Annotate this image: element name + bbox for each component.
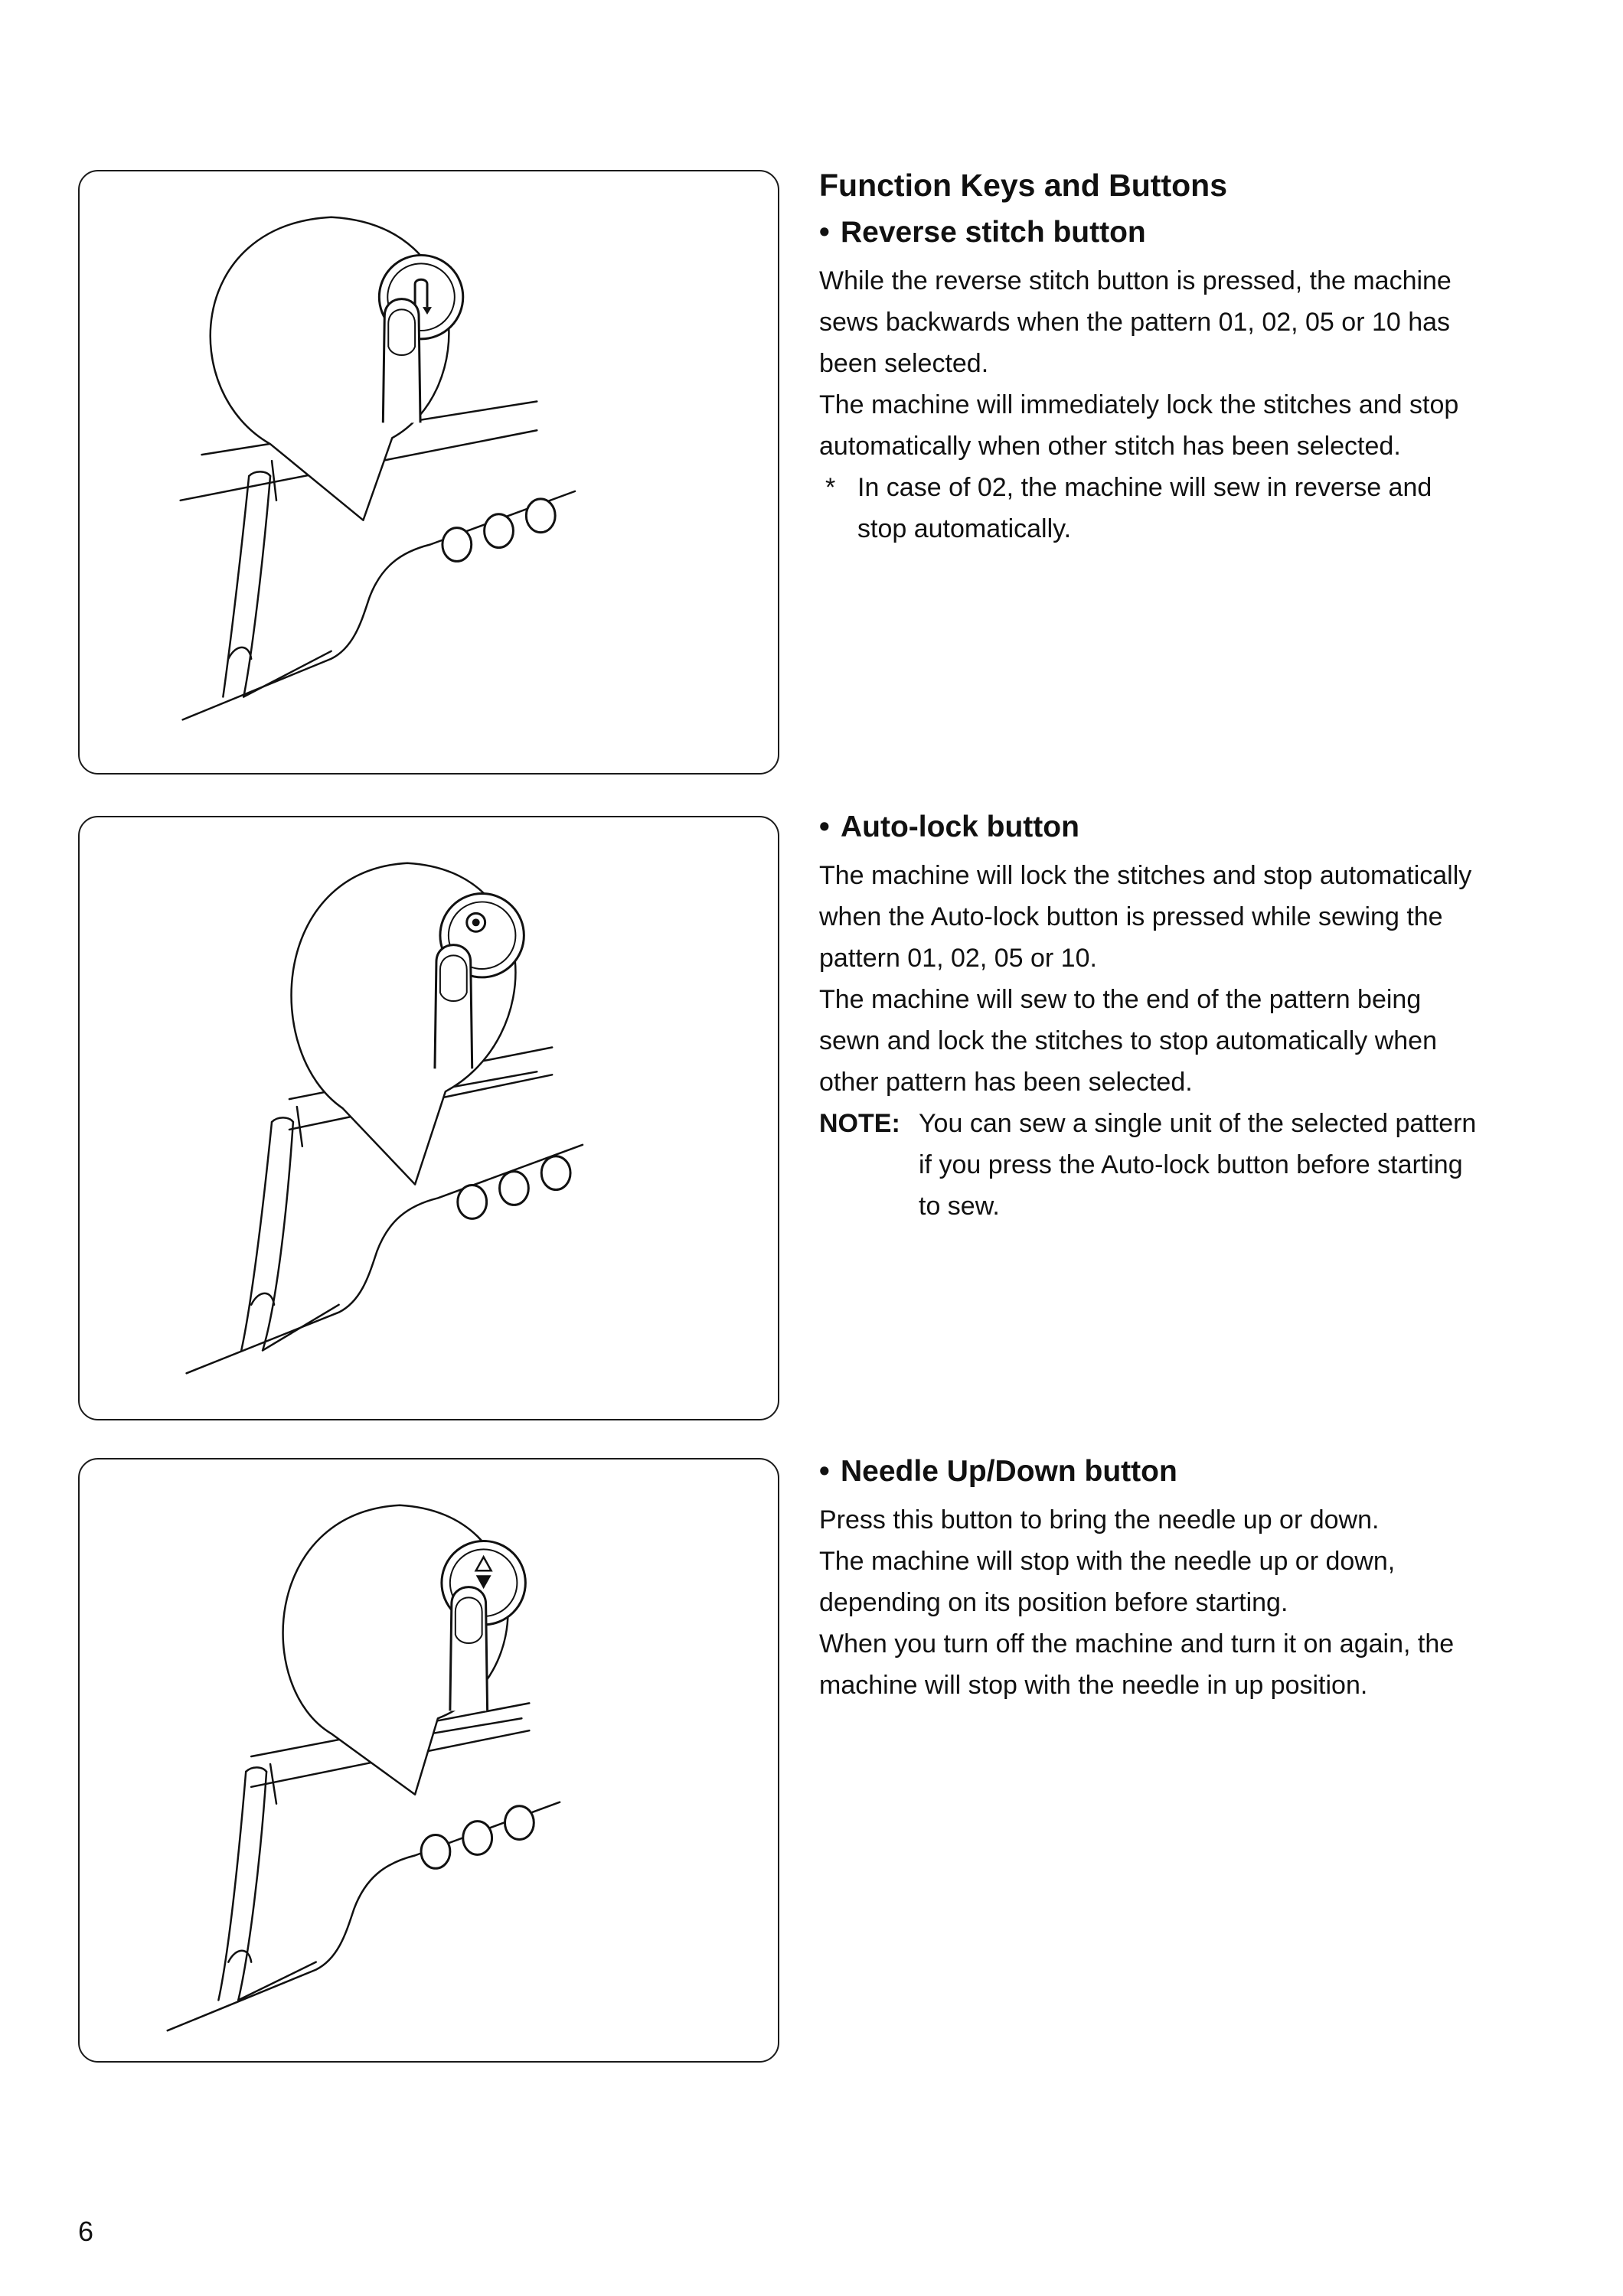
machine-illustration	[80, 171, 778, 773]
text-line: to sew.	[919, 1191, 1000, 1221]
machine-button	[505, 1806, 534, 1840]
machine-button	[541, 1156, 570, 1190]
bullet: •	[819, 810, 830, 843]
section-body	[819, 260, 1585, 550]
text-line: machine will stop with the needle in up position.	[819, 1670, 1368, 1700]
machine-illustration	[80, 1459, 778, 2061]
text-line: sews backwards when the pattern 01, 02, 05 or 10 has	[819, 307, 1451, 337]
text-line: been selected.	[819, 348, 989, 378]
section-body	[819, 855, 1585, 1227]
illustration-needle-up-down	[78, 1458, 779, 2063]
section-title	[819, 810, 1585, 846]
text-line: depending on its position before starting.	[819, 1587, 1288, 1617]
text-line: When you turn off the machine and turn it on again, the	[819, 1629, 1455, 1658]
text-line: if you press the Auto-lock button before starting	[919, 1150, 1463, 1179]
machine-button	[458, 1186, 487, 1219]
text-line: sewn and lock the stitches to stop automatically when	[819, 1026, 1437, 1055]
text-line: The machine will immediately lock the stitches and stop	[819, 390, 1459, 419]
section-title	[819, 215, 1585, 251]
bullet: •	[819, 1455, 830, 1488]
machine-button	[500, 1172, 529, 1205]
bullet: •	[819, 216, 830, 249]
text-line: stop automatically.	[857, 514, 1072, 543]
page-title: Function Keys and Buttons	[819, 168, 1227, 203]
section-reverse-stitch	[819, 167, 1585, 550]
machine-illustration	[80, 817, 778, 1419]
section-title-text: Reverse stitch button	[841, 216, 1146, 249]
text-line: other pattern has been selected.	[819, 1067, 1193, 1097]
asterisk-icon: *	[825, 472, 836, 502]
illustration-auto-lock	[78, 816, 779, 1420]
text-line: Press this button to bring the needle up or down.	[819, 1505, 1380, 1534]
text-line: While the reverse stitch button is pressed, the machine	[819, 266, 1452, 295]
note	[819, 1103, 1585, 1227]
text-line: automatically when other stitch has been selected.	[819, 431, 1401, 461]
note-label: NOTE:	[819, 1108, 900, 1138]
text-line: The machine will lock the stitches and stop automatically	[819, 860, 1472, 890]
page-number: 6	[78, 2216, 94, 2247]
text-line: The machine will stop with the needle up or down,	[819, 1546, 1396, 1576]
machine-button	[421, 1835, 450, 1869]
section-title-text: Auto-lock button	[841, 810, 1079, 843]
machine-button	[526, 499, 555, 533]
section-auto-lock	[819, 810, 1585, 1227]
section-title-text: Needle Up/Down button	[841, 1455, 1177, 1488]
section-needle-up-down	[819, 1454, 1585, 1706]
text-line: pattern 01, 02, 05 or 10.	[819, 943, 1097, 973]
section-body	[819, 1499, 1585, 1706]
machine-button	[442, 528, 472, 562]
machine-button	[463, 1821, 492, 1855]
machine-button	[485, 514, 514, 548]
text-line: You can sew a single unit of the selected pattern	[919, 1108, 1477, 1138]
illustration-reverse-stitch	[78, 170, 779, 775]
section-title	[819, 1454, 1585, 1490]
text-line: The machine will sew to the end of the pattern being	[819, 984, 1422, 1014]
text-line: In case of 02, the machine will sew in reverse and	[857, 472, 1432, 502]
footnote	[819, 467, 1585, 550]
text-line: when the Auto-lock button is pressed while sewing the	[819, 902, 1443, 931]
